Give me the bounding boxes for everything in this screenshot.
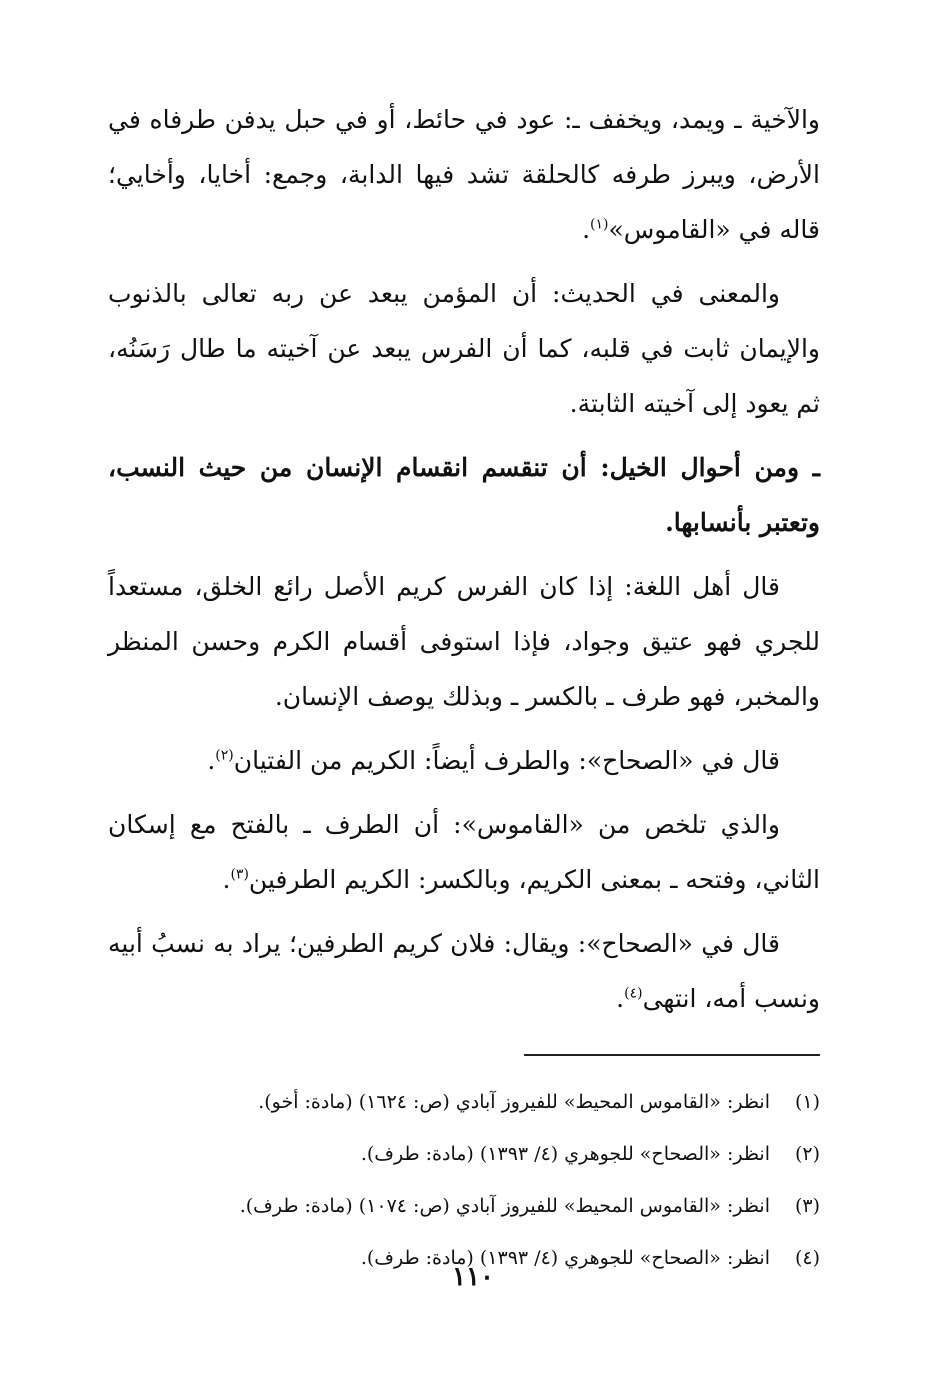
footnote-ref[interactable]: (٤) [624, 985, 643, 1002]
footnote-divider [524, 1054, 820, 1056]
footnote-item [108, 1180, 820, 1232]
paragraph-language-scholars [108, 559, 820, 724]
footnote-text: انظر: «الصحاح» للجوهري (٤/ ١٣٩٣) (مادة: طرف). [360, 1247, 770, 1269]
paragraph-text: قال في «الصحاح»: والطرف أيضاً: الكريم من الفتيان [233, 746, 780, 775]
footnote-ref[interactable]: (١) [590, 216, 609, 233]
paragraph-qamus [108, 797, 820, 907]
footnotes [108, 1076, 820, 1284]
paragraph-text: قال أهل اللغة: إذا كان الفرس كريم الأصل رائع الخلق، مستعداً للجري فهو عتيق وجواد، فإذا استوفى أقسام الكرم وحسن المنظر والمخبر، فهو طرف ـ بالكسر ـ وبذلك يوصف الإنسان. [108, 572, 820, 711]
heading-text: ـ ومن أحوال الخيل: أن تنقسم انقسام الإنسان من حيث النسب، وتعتبر بأنسابها. [108, 453, 820, 537]
paragraph-end: . [207, 746, 216, 775]
footnote-number: (١) [794, 1091, 820, 1113]
section-heading-horse-lineage [108, 440, 820, 550]
paragraph-end: . [222, 865, 231, 894]
paragraph-sihah-2 [108, 916, 820, 1026]
footnote-number: (٣) [794, 1195, 820, 1217]
paragraph-akhiya [108, 92, 820, 257]
footnote-text: انظر: «القاموس المحيط» للفيروز آبادي (ص: ١٦٢٤) (مادة: أخو). [258, 1091, 770, 1113]
page-body [108, 92, 820, 1377]
paragraph-text: والمعنى في الحديث: أن المؤمن يبعد عن ربه تعالى بالذنوب والإيمان ثابت في قلبه، كما أن الفرس يبعد عن آخيته ما طال رَسَنُه، ثم يعود إلى آخيته الثابتة. [108, 279, 820, 418]
footnote-text: انظر: «القاموس المحيط» للفيروز آبادي (ص: ١٠٧٤) (مادة: طرف). [239, 1195, 770, 1217]
paragraph-end: . [616, 984, 625, 1013]
footnote-item [108, 1076, 820, 1128]
paragraph-sihah-1 [108, 733, 820, 788]
paragraph-meaning [108, 266, 820, 431]
footnote-text: انظر: «الصحاح» للجوهري (٤/ ١٣٩٣) (مادة: طرف). [360, 1143, 770, 1165]
paragraph-text: قال في «الصحاح»: ويقال: فلان كريم الطرفين؛ يراد به نسبُ أبيه ونسب أمه، انتهى [108, 929, 820, 1013]
paragraph-text: والآخية ـ ويمد، ويخفف ـ: عود في حائط، أو في حبل يدفن طرفاه في الأرض، ويبرز طرفه كالحلقة تشد فيها الدابة، وجمع: أخايا، وأخايي؛ قاله في «القاموس» [108, 105, 820, 244]
footnote-ref[interactable]: (٢) [215, 747, 234, 764]
footnote-number: (٢) [794, 1143, 820, 1165]
footnote-number: (٤) [794, 1247, 820, 1269]
paragraph-end: . [582, 215, 591, 244]
footnote-ref[interactable]: (٣) [230, 866, 249, 883]
paragraph-text: والذي تلخص من «القاموس»: أن الطرف ـ بالفتح مع إسكان الثاني، وفتحه ـ بمعنى الكريم، وبالكسر: الكريم الطرفين [108, 810, 820, 894]
page-number: ١١٠ [452, 1262, 494, 1292]
footnote-item [108, 1128, 820, 1180]
